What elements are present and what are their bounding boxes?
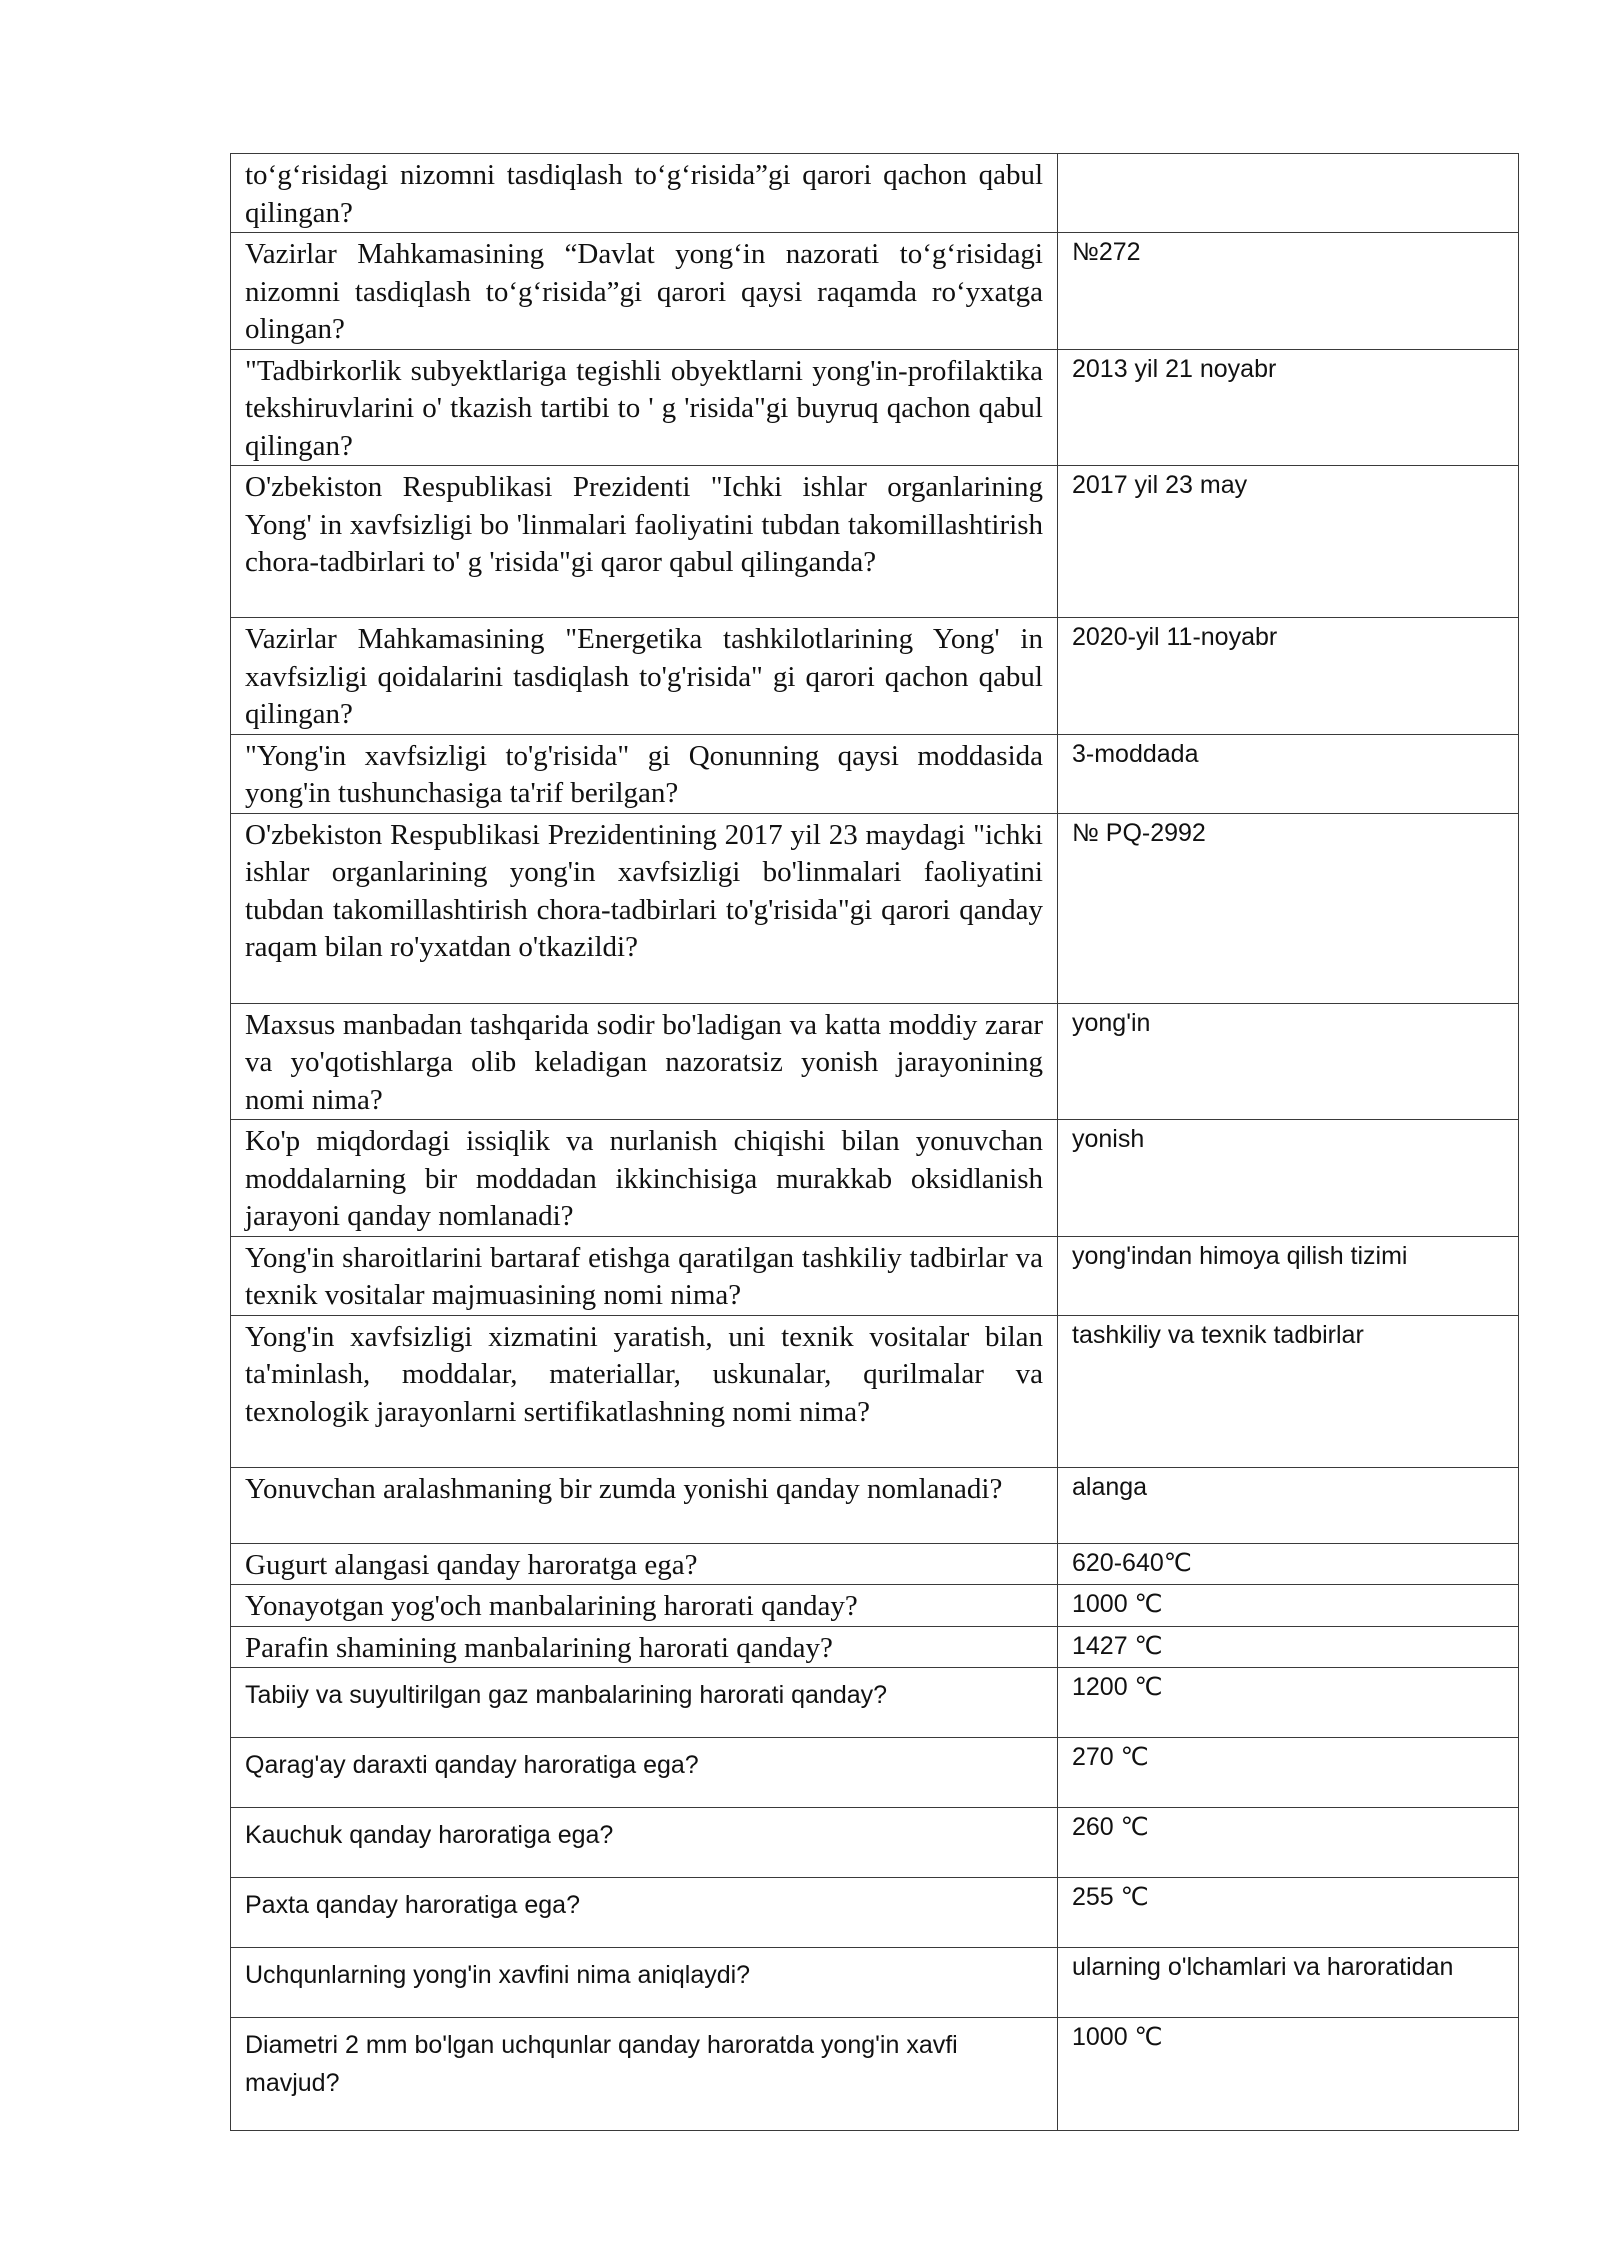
answer-cell: ularning o'lchamlari va haroratidan [1058, 1948, 1519, 2018]
table-row [231, 1626, 1519, 1668]
table-row [231, 1738, 1519, 1808]
question-cell: Yonuvchan aralashmaning bir zumda yonishi qanday nomlanadi? [231, 1467, 1058, 1543]
table-row [231, 2018, 1519, 2131]
question-cell: Tabiiy va suyultirilgan gaz manbalarining harorati qanday? [231, 1668, 1058, 1738]
table-row [231, 1120, 1519, 1237]
table-row [231, 1808, 1519, 1878]
answer-cell: yonish [1058, 1120, 1519, 1237]
table-row [231, 1543, 1519, 1585]
answer-cell [1058, 154, 1519, 233]
answer-cell: 2020-yil 11-noyabr [1058, 618, 1519, 735]
table-row [231, 1878, 1519, 1948]
table-row [231, 466, 1519, 618]
answer-cell: 1000 ℃ [1058, 2018, 1519, 2131]
answer-cell: 2013 yil 21 noyabr [1058, 349, 1519, 466]
question-cell: Parafin shamining manbalarining harorati qanday? [231, 1626, 1058, 1668]
answer-cell: 620-640℃ [1058, 1543, 1519, 1585]
table-row [231, 233, 1519, 350]
question-cell: Yonayotgan yog'och manbalarining harorati qanday? [231, 1585, 1058, 1627]
answer-cell: 270 ℃ [1058, 1738, 1519, 1808]
question-cell: Maxsus manbadan tashqarida sodir bo'ladigan va katta moddiy zarar va yo'qotishlarga olib keladigan nazoratsiz yonish jarayonining nomi nima? [231, 1003, 1058, 1120]
table-row [231, 349, 1519, 466]
question-cell: Kauchuk qanday haroratiga ega? [231, 1808, 1058, 1878]
answer-cell: 1000 ℃ [1058, 1585, 1519, 1627]
table-row [231, 1948, 1519, 2018]
answer-cell: 1200 ℃ [1058, 1668, 1519, 1738]
qa-table-body [231, 154, 1519, 2131]
question-cell: Vazirlar Mahkamasining "Energetika tashkilotlarining Yong' in xavfsizligi qoidalarini tasdiqlash to'g'risida" gi qarori qachon qabul qilingan? [231, 618, 1058, 735]
answer-cell: 2017 yil 23 may [1058, 466, 1519, 618]
answer-cell: yong'in [1058, 1003, 1519, 1120]
question-cell: "Tadbirkorlik subyektlariga tegishli obyektlarni yong'in-profilaktika tekshiruvlarini o' tkazish tartibi to ' g 'risida"gi buyruq qachon qabul qilingan? [231, 349, 1058, 466]
question-cell: Yong'in xavfsizligi xizmatini yaratish, uni texnik vositalar bilan ta'minlash, moddalar, materiallar, uskunalar, qurilmalar va texnologik jarayonlarni sertifikatlashning nomi nima? [231, 1315, 1058, 1467]
question-cell: Diametri 2 mm bo'lgan uchqunlar qanday haroratda yong'in xavfi mavjud? [231, 2018, 1058, 2131]
question-cell: Paxta qanday haroratiga ega? [231, 1878, 1058, 1948]
qa-table [230, 153, 1519, 2131]
question-cell: Gugurt alangasi qanday haroratga ega? [231, 1543, 1058, 1585]
answer-cell: №272 [1058, 233, 1519, 350]
table-row [231, 1236, 1519, 1315]
question-cell: "Yong'in xavfsizligi to'g'risida" gi Qonunning qaysi moddasida yong'in tushunchasiga ta'rif berilgan? [231, 734, 1058, 813]
question-cell: Uchqunlarning yong'in xavfini nima aniqlaydi? [231, 1948, 1058, 2018]
answer-cell: 1427 ℃ [1058, 1626, 1519, 1668]
table-row [231, 1585, 1519, 1627]
question-cell: O'zbekiston Respublikasi Prezidentining 2017 yil 23 maydagi "ichki ishlar organlarining yong'in xavfsizligi bo'linmalari faoliyatini tubdan takomillashtirish chora-tadbirlari to'g'risida"gi qarori qanday raqam bilan ro'yxatdan o'tkazildi? [231, 813, 1058, 1003]
question-cell: O'zbekiston Respublikasi Prezidenti "Ichki ishlar organlarining Yong' in xavfsizligi bo 'linmalari faoliyatini tubdan takomillashtirish chora-tadbirlari to' g 'risida"gi qaror qabul qilinganda? [231, 466, 1058, 618]
table-row [231, 1668, 1519, 1738]
question-cell: to‘g‘risidagi nizomni tasdiqlash to‘g‘risida”gi qarori qachon qabul qilingan? [231, 154, 1058, 233]
table-row [231, 1003, 1519, 1120]
answer-cell: 3-moddada [1058, 734, 1519, 813]
answer-cell: yong'indan himoya qilish tizimi [1058, 1236, 1519, 1315]
question-cell: Yong'in sharoitlarini bartaraf etishga qaratilgan tashkiliy tadbirlar va texnik vositalar majmuasining nomi nima? [231, 1236, 1058, 1315]
table-row [231, 618, 1519, 735]
table-row [231, 1467, 1519, 1543]
answer-cell: № PQ-2992 [1058, 813, 1519, 1003]
question-cell: Vazirlar Mahkamasining “Davlat yong‘in nazorati to‘g‘risidagi nizomni tasdiqlash to‘g‘risida”gi qarori qaysi raqamda ro‘yxatga olingan? [231, 233, 1058, 350]
answer-cell: tashkiliy va texnik tadbirlar [1058, 1315, 1519, 1467]
answer-cell: 255 ℃ [1058, 1878, 1519, 1948]
table-row [231, 1315, 1519, 1467]
table-row [231, 734, 1519, 813]
answer-cell: alanga [1058, 1467, 1519, 1543]
table-row [231, 154, 1519, 233]
question-cell: Qarag'ay daraxti qanday haroratiga ega? [231, 1738, 1058, 1808]
answer-cell: 260 ℃ [1058, 1808, 1519, 1878]
question-cell: Ko'p miqdordagi issiqlik va nurlanish chiqishi bilan yonuvchan moddalarning bir moddadan ikkinchisiga murakkab oksidlanish jarayoni qanday nomlanadi? [231, 1120, 1058, 1237]
table-row [231, 813, 1519, 1003]
